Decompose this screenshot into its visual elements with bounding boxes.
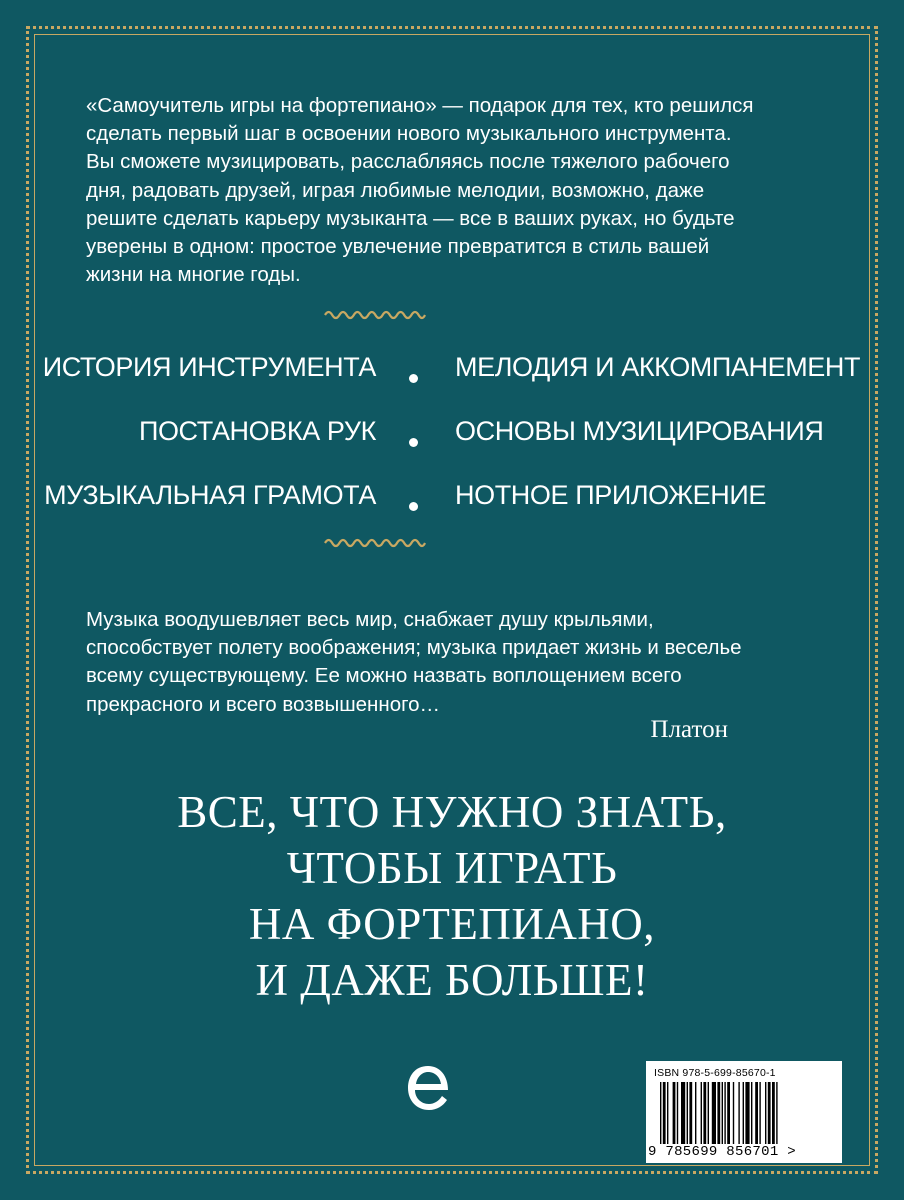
barcode-bar [733,1082,734,1144]
topic-item: ОСНОВЫ МУЗИЦИРОВАНИЯ [455,416,824,446]
bullet-dot-icon [409,438,418,447]
headline [0,784,904,1008]
bullet-dot-icon [409,502,418,511]
intro-line: дня, радовать друзей, играя любимые мелодии, возможно, даже [86,178,705,202]
barcode-bar [738,1082,739,1144]
quote-line: прекрасного и всего возвышенного… [86,692,441,716]
barcode-bar [722,1082,723,1144]
barcode-bar [667,1082,668,1144]
intro-line: жизни на многие годы. [86,263,301,287]
intro-line: «Самоучитель игры на фортепиано» — подарок для тех, кто решился [86,94,754,117]
topic-row [0,416,904,466]
quote-author: Платон [650,716,728,743]
wave-divider-top [324,308,426,322]
barcode-bar [759,1082,760,1144]
quote-paragraph [86,606,766,719]
barcode-bar [751,1082,752,1144]
barcode-bar [745,1082,749,1144]
intro-line: Вы сможете музицировать, расслабляясь после тяжелого рабочего [86,150,730,174]
headline-line: ВСЕ, ЧТО НУЖНО ЗНАТЬ, [177,787,727,837]
quote-line: способствует полету воображения; музыка придает жизнь и веселье [86,636,742,660]
barcode-bar [703,1082,706,1144]
topic-item: НОТНОЕ ПРИЛОЖЕНИЕ [455,480,767,510]
barcode-bar [712,1082,716,1144]
topic-row [0,480,904,530]
barcode-bar [776,1082,777,1144]
barcode-bar [772,1082,775,1144]
topic-item: МЕЛОДИЯ И АККОМПАНЕМЕНТ [455,352,861,382]
publisher-logo-icon [404,1060,452,1116]
barcode-panel [646,1061,842,1163]
intro-paragraph [86,92,826,289]
headline-line: ЧТОБЫ ИГРАТЬ [286,843,618,893]
intro-line: сделать первый шаг в освоении нового музыкального инструмента. [86,122,732,146]
barcode-bar [695,1082,696,1144]
barcode-bar [708,1082,709,1144]
intro-line: уверены в одном: простое увлечение превратится в стиль вашей [86,235,710,259]
barcode-bar [755,1082,758,1144]
headline-line: НА ФОРТЕПИАНО, [248,899,656,949]
barcode-bar [701,1082,702,1144]
topic-item: ИСТОРИЯ ИНСТРУМЕНТА [42,352,376,382]
isbn-label: ISBN 978-5-699-85670-1 [654,1067,776,1079]
barcode-bar [768,1082,771,1144]
quote-line: всему существующему. Ее можно назвать воплощением всего [86,664,682,688]
quote-line: Музыка воодушевляет весь мир, снабжает душу крыльями, [86,608,654,631]
barcode-bar [765,1082,766,1144]
topic-item: ПОСТАНОВКА РУК [138,416,376,446]
barcode-bar [660,1082,661,1144]
barcode-bars [658,1082,830,1144]
topic-row [0,352,904,402]
bullet-dot-icon [409,374,418,383]
intro-line: решите сделать карьеру музыканта — все в ваших руках, но будьте [86,206,735,230]
barcode-bar [663,1082,666,1144]
headline-line: И ДАЖЕ БОЛЬШЕ! [255,955,649,1005]
barcode-bar [689,1082,692,1144]
barcode-bar [727,1082,730,1144]
topic-item: МУЗЫКАЛЬНАЯ ГРАМОТА [44,480,376,510]
barcode-bar [717,1082,720,1144]
barcode-bar [687,1082,688,1144]
barcode-bar [743,1082,744,1144]
barcode-bar [673,1082,676,1144]
wave-divider-bottom [324,536,426,550]
barcode-bar [724,1082,725,1144]
barcode-digits: 9 785699 856701 > [648,1144,796,1160]
barcode-bar [681,1082,685,1144]
barcode-bar [677,1082,678,1144]
